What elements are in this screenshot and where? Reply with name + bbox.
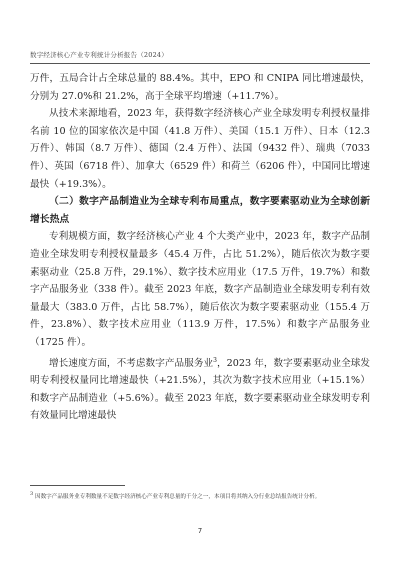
footnote-reference: 3 bbox=[213, 356, 217, 364]
footnote-text: 因数字产品服务业专利数量不足数字经济核心产业专利总量的千分之一，本项目将其纳入分行业总结报告统计分析。 bbox=[34, 493, 321, 500]
paragraph-technology-source: 从技术来源地看，2023 年，获得数字经济核心产业全球发明专利授权量排名前 10 位的国家依次是中国（41.8 万件）、美国（15.1 万件）、日本（12.3 万件）、韩国（8.7 万件）、德国（2.4 万件）、法国（9432 件）、瑞典（7033 件）、英国（6718 件）、加拿大（6529 件）和荷兰（6206 件），中国同比增速最快（+19.3%）。 bbox=[30, 108, 370, 190]
paragraph-growth-rate bbox=[30, 352, 370, 426]
section-heading: （二）数字产品制造业为全球专利布局重点，数字要素驱动业为全球创新增长热点 bbox=[30, 196, 370, 225]
running-header: 数字经济核心产业专利统计分析报告（2024） bbox=[30, 51, 168, 59]
growth-text-end: ，2023 年，数字要素驱动业全球发明专利授权量同比增速最快（+21.5%），其次为数字技术应用业（+15.1%）和数字产品制造业（+5.6%）。截至 2023 年底，数字要素驱动业全球发明专利有效量同比增速最快 bbox=[30, 357, 371, 422]
footnote bbox=[30, 490, 370, 501]
footnote-divider bbox=[30, 485, 125, 486]
paragraph-continued: 万件，五局合计占全球总量的 88.4%。其中，EPO 和 CNIPA 同比增速最快，分别为 27.0%和 21.2%，高于全球平均增速（+11.7%）。 bbox=[30, 73, 370, 102]
header-divider bbox=[30, 63, 370, 64]
body-text bbox=[30, 70, 370, 425]
growth-text-start: 增长速度方面，不考虑数字产品服务业 bbox=[49, 357, 214, 369]
footnote-mark: 3 bbox=[30, 491, 34, 497]
paragraph-patent-scale: 专利规模方面，数字经济核心产业 4 个大类产业中，2023 年，数字产品制造业全球发明专利授权量最多（45.4 万件，占比 51.2%），随后依次为数字要素驱动业（25.8 万件，29.1%）、数字技术应用业（17.5 万件，19.7%）和数字产品服务业（338 件）。截至 2023 年底，数字产品制造业全球发明专利有效量最大（383.0 万件，占比 58.7%），随后依次为数字要素驱动业（155.4 万件，23.8%）、数字技术应用业（113.9 万件，17.5%）和数字产品服务业（1725 件）。 bbox=[30, 231, 370, 348]
page-number: 7 bbox=[197, 527, 203, 535]
